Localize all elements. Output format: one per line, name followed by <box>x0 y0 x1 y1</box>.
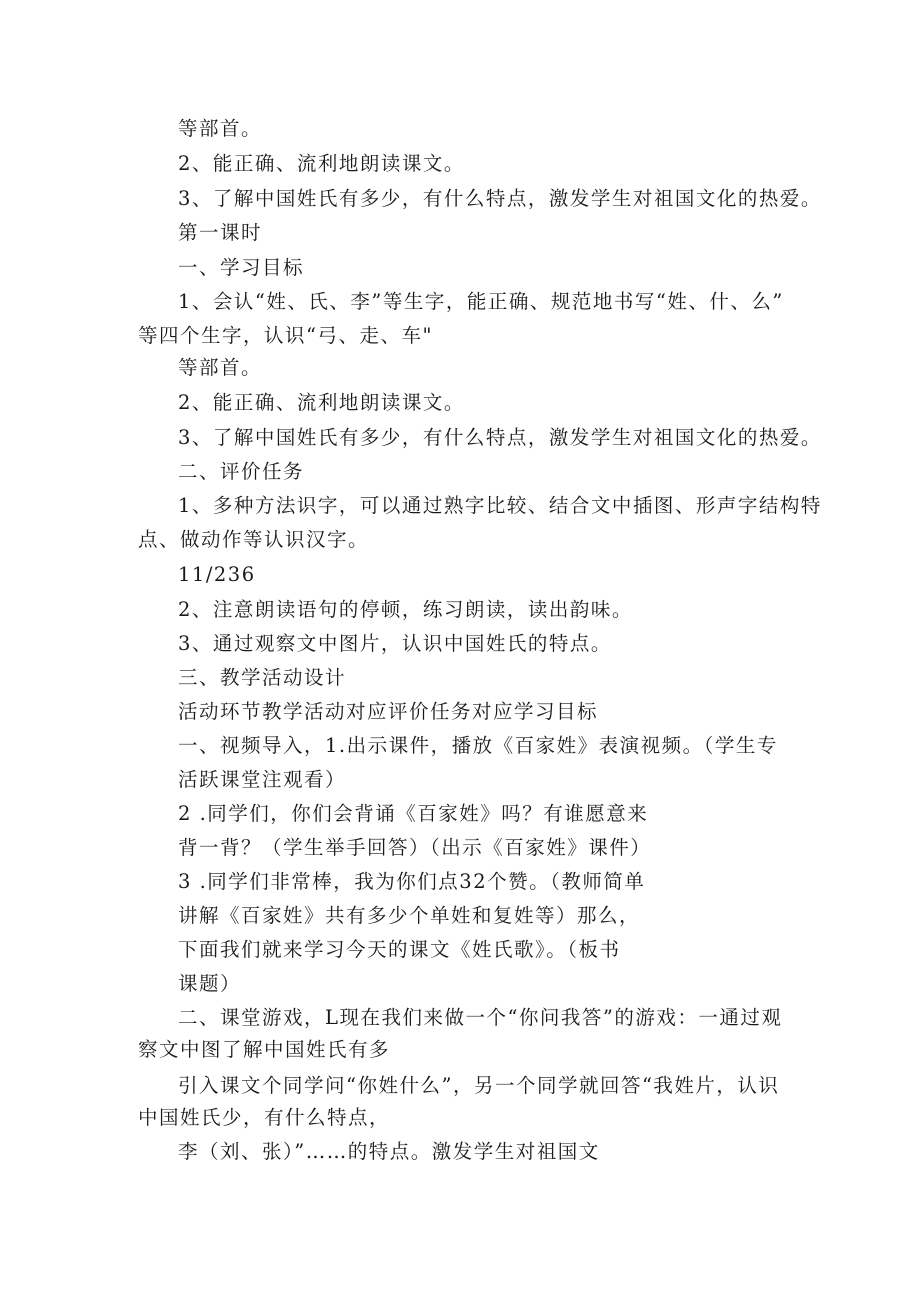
text-line: 讲解《百家姓》共有多少个单姓和复姓等）那么， <box>178 904 641 927</box>
text-line: 察文中图了解中国姓氏有多 <box>138 1038 391 1061</box>
section-heading: 三、教学活动设计 <box>178 666 347 689</box>
text-line: 1、会认“姓、氏、李”等生字，能正确、规范地书写“姓、什、么” <box>178 290 784 313</box>
text-line: 等四个生字，认识“弓、走、车" <box>138 324 433 347</box>
text-line: 引入课文个同学问“你姓什么”，另一个同学就回答“我姓片，认识 <box>178 1074 780 1097</box>
text-line: 3 .同学们非常棒，我为你们点32个赞。（教师简单 <box>178 870 646 893</box>
text-line: 3、了解中国姓氏有多少，有什么特点，激发学生对祖国文化的热爱。 <box>178 426 822 449</box>
text-line: 2 .同学们，你们会背诵《百家姓》吗？有谁愿意来 <box>178 802 649 825</box>
text-line: 中国姓氏少，有什么特点， <box>138 1106 391 1129</box>
text-line: 等部首。 <box>178 356 263 379</box>
text-line: 点、做动作等认识汉字。 <box>138 528 370 551</box>
text-line: 等部首。 <box>178 117 263 140</box>
text-line: 3、通过观察文中图片，认识中国姓氏的特点。 <box>178 632 612 655</box>
text-line: 2、注意朗读语句的停顿，练习朗读，读出韵味。 <box>178 598 633 621</box>
text-line: 二、课堂游戏，L现在我们来做一个“你问我答”的游戏：一通过观 <box>178 1006 783 1029</box>
text-line: 课题） <box>178 972 242 995</box>
section-heading: 二、评价任务 <box>178 460 305 483</box>
text-line: 3、了解中国姓氏有多少，有什么特点，激发学生对祖国文化的热爱。 <box>178 187 822 210</box>
text-line: 活动环节教学活动对应评价任务对应学习目标 <box>178 700 599 723</box>
text-line: 一、视频导入，1.出示课件，播放《百家姓》表演视频。（学生专 <box>178 734 778 757</box>
text-line: 1、多种方法识字，可以通过熟字比较、结合文中插图、形声字结构特 <box>178 494 822 517</box>
page-number: 11/236 <box>178 563 256 586</box>
text-line: 背一背？（学生举手回答）（出示《百家姓》课件） <box>178 836 652 859</box>
text-line: 2、能正确、流利地朗读课文。 <box>178 391 465 414</box>
section-heading: 一、学习目标 <box>178 256 305 279</box>
text-line: 李（刘、张）”……的特点。激发学生对祖国文 <box>178 1140 600 1163</box>
text-line: 2、能正确、流利地朗读课文。 <box>178 152 465 175</box>
text-line: 下面我们就来学习今天的课文《姓氏歌》。（板书 <box>178 938 621 961</box>
text-line: 活跃课堂注观看） <box>178 768 347 791</box>
section-heading: 第一课时 <box>178 221 263 244</box>
